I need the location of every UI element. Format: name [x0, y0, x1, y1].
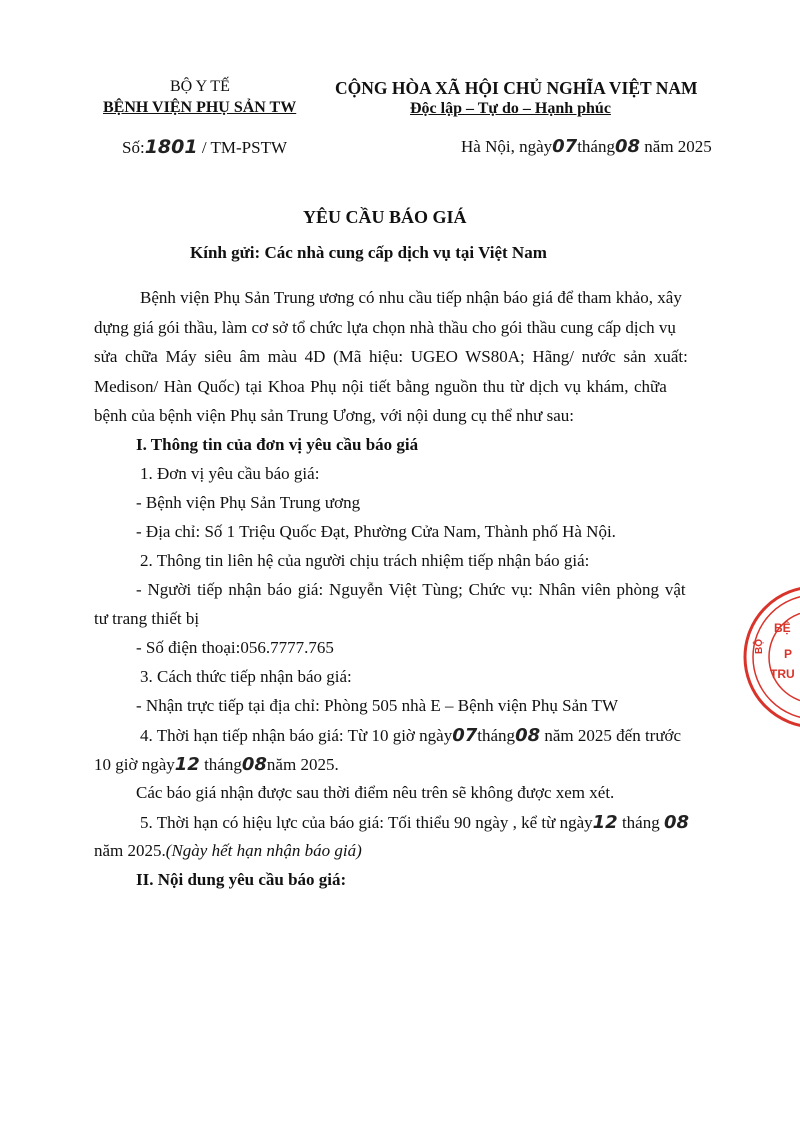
issue-date	[461, 136, 712, 157]
item4-text-2: năm 2025 đến trước	[544, 726, 682, 745]
section-1-heading: I. Thông tin của đơn vị yêu cầu báo giá	[136, 435, 419, 454]
doc-no-prefix: Số:	[122, 138, 145, 157]
doc-no-handwritten: 1801	[144, 136, 198, 158]
seal-text-4: BỘ	[754, 639, 765, 654]
item-5-line-2	[94, 841, 362, 861]
date-month-label: tháng	[577, 137, 615, 156]
doc-no-suffix: / TM-PSTW	[201, 138, 287, 157]
receiving-method: - Nhận trực tiếp tại địa chỉ: Phòng 505 nhà E – Bệnh viện Phụ Sản TW	[136, 696, 618, 715]
document-title: YÊU CẦU BÁO GIÁ	[303, 207, 467, 227]
contact-line-2: tư trang thiết bị	[94, 609, 200, 628]
national-motto: Độc lập – Tự do – Hạnh phúc	[410, 100, 611, 117]
item4-month-label: tháng	[477, 726, 516, 745]
item4-month-label-2: tháng	[204, 755, 242, 774]
recipient-line	[190, 243, 547, 263]
item4-text-4: năm 2025.	[266, 755, 339, 774]
document-number	[122, 136, 287, 158]
date-prefix: Hà Nội, ngày	[461, 137, 553, 156]
ministry-name: BỘ Y TẾ	[170, 78, 230, 95]
item4-month-handwritten: 08	[515, 725, 541, 746]
date-year: năm 2025	[644, 137, 712, 156]
date-month-handwritten: 08	[614, 136, 641, 157]
item-4-line-1	[140, 725, 681, 746]
late-quote-note: Các báo giá nhận được sau thời điểm nêu trên sẽ không được xem xét.	[136, 783, 615, 802]
seal-text-1: BỆ	[774, 621, 791, 635]
intro-line-4: Medison/ Hàn Quốc) tại Khoa Phụ nội tiết bằng nguồn thu từ dịch vụ khám, chữa	[94, 377, 667, 396]
item4-month2-handwritten: 08	[241, 754, 267, 775]
section-2-heading: II. Nội dung yêu cầu báo giá:	[136, 870, 347, 889]
contact-line-1: - Người tiếp nhận báo giá: Nguyễn Việt Tùng; Chức vụ: Nhân viên phòng vật	[136, 580, 686, 599]
intro-line-2: dựng giá gói thầu, làm cơ sở tổ chức lựa chọn nhà thầu cho gói thầu cung cấp dịch vụ	[94, 318, 676, 337]
item4-text-1: 4. Thời hạn tiếp nhận báo giá: Từ 10 giờ ngày	[140, 726, 453, 745]
republic-name: CỘNG HÒA XÃ HỘI CHỦ NGHĨA VIỆT NAM	[335, 78, 698, 98]
intro-line-1: Bệnh viện Phụ Sản Trung ương có nhu cầu tiếp nhận báo giá để tham khảo, xây	[140, 288, 682, 307]
item5-italic-note: (Ngày hết hạn nhận báo giá)	[165, 841, 362, 860]
item-3: 3. Cách thức tiếp nhận báo giá:	[140, 667, 352, 686]
item4-day-handwritten: 07	[452, 725, 478, 746]
recipient-text: Kính gửi: Các nhà cung cấp dịch vụ tại Việt Nam	[190, 243, 547, 262]
organization-name: - Bệnh viện Phụ Sản Trung ương	[136, 493, 361, 512]
seal-text-3: TRU	[770, 667, 795, 681]
item5-month-handwritten: 08	[663, 812, 690, 833]
intro-line-3: sửa chữa Máy siêu âm màu 4D (Mã hiệu: UGEO WS80A; Hãng/ nước sản xuất:	[94, 347, 688, 366]
intro-line-5: bệnh của bệnh viện Phụ sản Trung Ương, với nội dung cụ thể như sau:	[94, 406, 574, 425]
item-2: 2. Thông tin liên hệ của người chịu trách nhiệm tiếp nhận báo giá:	[140, 551, 590, 570]
hospital-name: BỆNH VIỆN PHỤ SẢN TW	[103, 99, 297, 116]
item5-day-handwritten: 12	[592, 812, 618, 833]
red-seal-stamp	[740, 580, 800, 750]
date-day-handwritten: 07	[552, 136, 578, 157]
contact-phone: - Số điện thoại:056.7777.765	[136, 638, 334, 657]
item5-text-1: 5. Thời hạn có hiệu lực của báo giá: Tối thiểu 90 ngày , kể từ ngày	[140, 813, 593, 832]
seal-text-2: P	[784, 647, 793, 661]
item-4-line-2	[94, 754, 339, 775]
item-1: 1. Đơn vị yêu cầu báo giá:	[140, 464, 320, 483]
item4-text-3: 10 giờ ngày	[94, 755, 175, 774]
item4-day2-handwritten: 12	[174, 754, 200, 775]
organization-address: - Địa chỉ: Số 1 Triệu Quốc Đạt, Phường Cửa Nam, Thành phố Hà Nội.	[136, 522, 616, 541]
item-5-line-1	[140, 812, 689, 833]
item5-month-label: tháng	[621, 813, 660, 832]
item5-text-2: năm 2025.	[94, 841, 166, 860]
